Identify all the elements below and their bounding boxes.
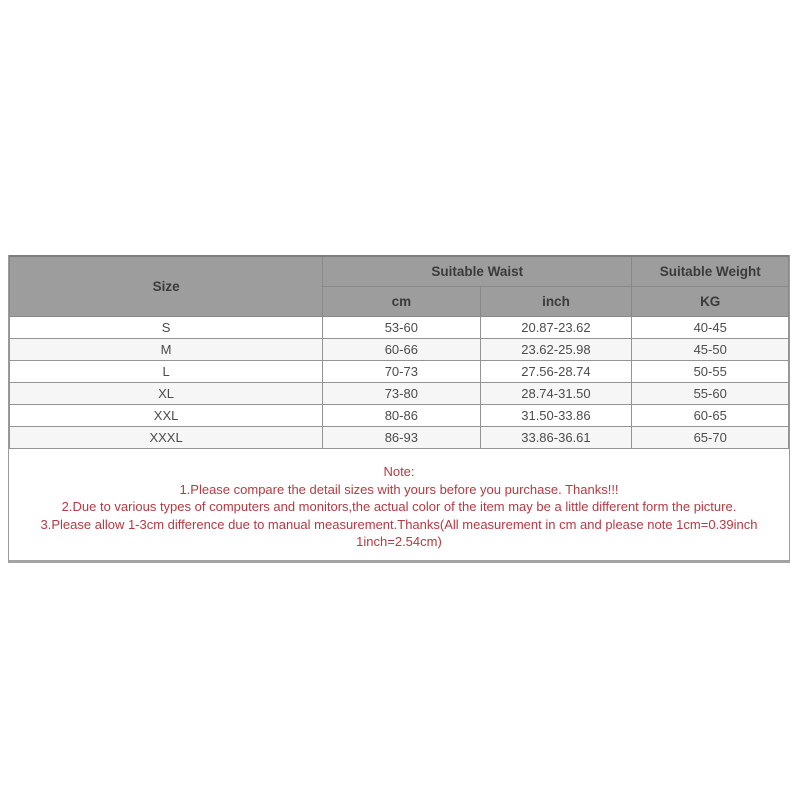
note-line-1: 1.Please compare the detail sizes with yours before you purchase. Thanks!!! <box>179 481 619 497</box>
cell-inch: 20.87-23.62 <box>480 317 632 339</box>
header-inch: inch <box>480 287 632 317</box>
note-section <box>9 449 789 560</box>
cell-cm: 70-73 <box>323 361 480 383</box>
size-chart-header <box>10 256 789 317</box>
size-chart-body <box>10 317 789 449</box>
header-size: Size <box>10 256 323 317</box>
table-row <box>10 339 789 361</box>
header-suitable-weight: Suitable Weight <box>632 256 789 287</box>
table-row <box>10 383 789 405</box>
cell-cm: 80-86 <box>323 405 480 427</box>
cell-inch: 33.86-36.61 <box>480 427 632 449</box>
cell-cm: 86-93 <box>323 427 480 449</box>
cell-cm: 73-80 <box>323 383 480 405</box>
table-row <box>10 317 789 339</box>
cell-size: M <box>10 339 323 361</box>
header-kg: KG <box>632 287 789 317</box>
cell-cm: 53-60 <box>323 317 480 339</box>
cell-inch: 31.50-33.86 <box>480 405 632 427</box>
size-chart-panel <box>8 255 790 563</box>
cell-inch: 23.62-25.98 <box>480 339 632 361</box>
header-cm: cm <box>323 287 480 317</box>
cell-size: XXXL <box>10 427 323 449</box>
cell-size: XXL <box>10 405 323 427</box>
cell-size: XL <box>10 383 323 405</box>
cell-kg: 45-50 <box>632 339 789 361</box>
table-row <box>10 405 789 427</box>
cell-cm: 60-66 <box>323 339 480 361</box>
cell-inch: 28.74-31.50 <box>480 383 632 405</box>
cell-inch: 27.56-28.74 <box>480 361 632 383</box>
cell-kg: 65-70 <box>632 427 789 449</box>
note-line-3: 3.Please allow 1-3cm difference due to manual measurement.Thanks(All measurement in cm and please note 1cm=0.39inch 1inch=2.54cm) <box>40 516 758 549</box>
table-row <box>10 427 789 449</box>
note-line-2: 2.Due to various types of computers and monitors,the actual color of the item may be a little different form the picture. <box>61 499 737 514</box>
table-row <box>10 361 789 383</box>
cell-kg: 60-65 <box>632 405 789 427</box>
cell-size: S <box>10 317 323 339</box>
size-chart-table <box>9 255 789 449</box>
cell-kg: 40-45 <box>632 317 789 339</box>
cell-kg: 55-60 <box>632 383 789 405</box>
cell-kg: 50-55 <box>632 361 789 383</box>
cell-size: L <box>10 361 323 383</box>
note-title: Note: <box>383 464 415 479</box>
header-suitable-waist: Suitable Waist <box>323 256 632 287</box>
